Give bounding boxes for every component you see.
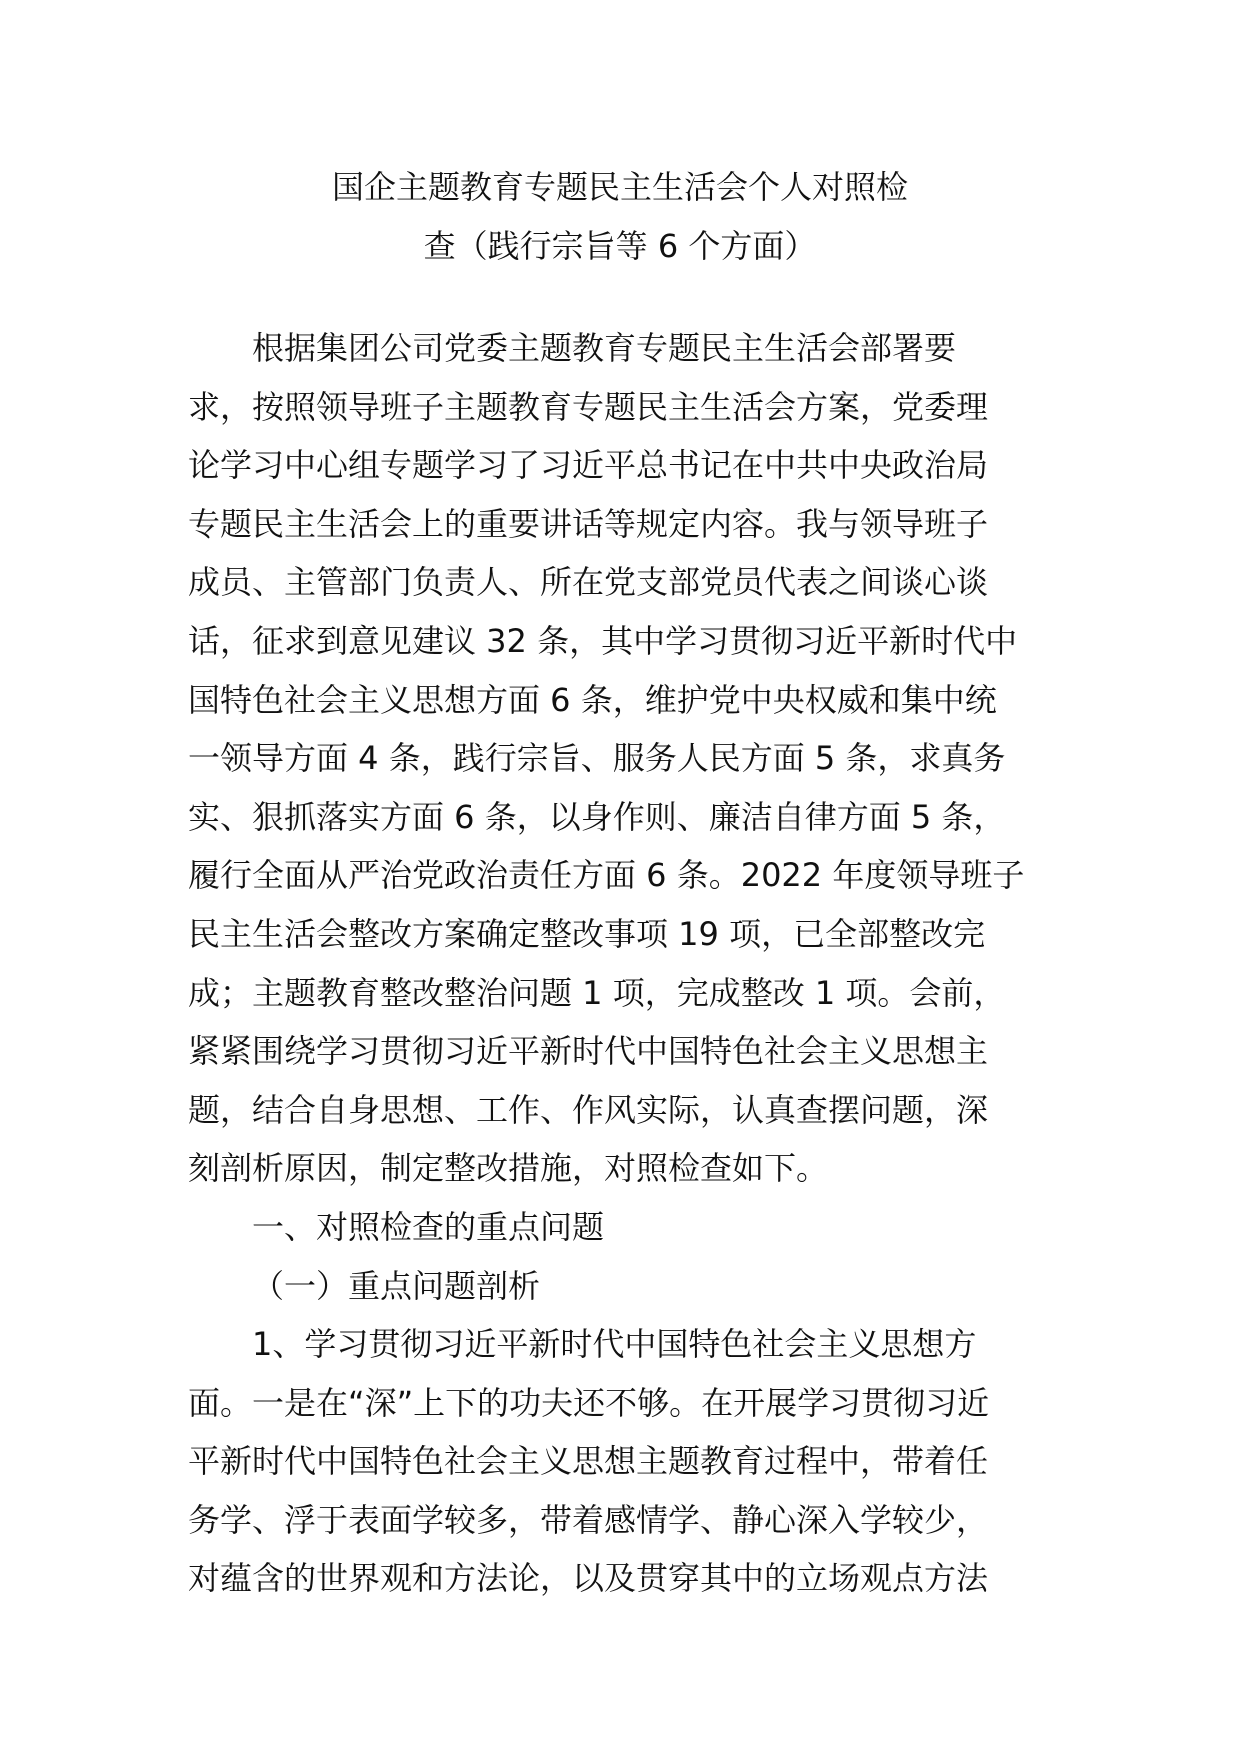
body-line: 对蕴含的世界观和方法论，以及贯穿其中的立场观点方法 bbox=[188, 1559, 989, 1598]
document-title bbox=[150, 158, 1090, 275]
body-line: 务学、浮于表面学较多，带着感情学、静心深入学较少， bbox=[188, 1500, 989, 1539]
section-heading: 一、对照检查的重点问题 bbox=[252, 1207, 605, 1246]
body-line: 专题民主生活会上的重要讲话等规定内容。我与领导班子 bbox=[188, 504, 989, 543]
body-line: 论学习中心组专题学习了习近平总书记在中共中央政治局 bbox=[188, 446, 989, 485]
body-line: 国特色社会主义思想方面 6 条，维护党中央权威和集中统 bbox=[188, 680, 997, 719]
title-line-2: 查（践行宗旨等 6 个方面） bbox=[423, 226, 817, 265]
body-line: 成员、主管部门负责人、所在党支部党员代表之间谈心谈 bbox=[188, 563, 989, 602]
body-line: 刻剖析原因，制定整改措施，对照检查如下。 bbox=[188, 1149, 829, 1188]
body-line: 话，征求到意见建议 32 条，其中学习贯彻习近平新时代中 bbox=[188, 621, 1018, 660]
body-line: 民主生活会整改方案确定整改事项 19 项，已全部整改完 bbox=[188, 914, 986, 953]
body-line: 紧紧围绕学习贯彻习近平新时代中国特色社会主义思想主 bbox=[188, 1032, 989, 1071]
body-line: 题，结合自身思想、工作、作风实际，认真查摆问题，深 bbox=[188, 1090, 989, 1129]
body-line: 平新时代中国特色社会主义思想主题教育过程中，带着任 bbox=[188, 1442, 989, 1481]
body-line: 面。一是在“深”上下的功夫还不够。在开展学习贯彻习近 bbox=[188, 1383, 990, 1422]
body-line: 成；主题教育整改整治问题 1 项，完成整改 1 项。会前， bbox=[188, 973, 1006, 1012]
body-line: 根据集团公司党委主题教育专题民主生活会部署要 bbox=[252, 329, 957, 367]
body-line: 履行全面从严治党政治责任方面 6 条。2022 年度领导班子 bbox=[188, 856, 1025, 895]
body-line: 求，按照领导班子主题教育专题民主生活会方案，党委理 bbox=[188, 387, 989, 426]
subsection-heading: （一）重点问题剖析 bbox=[252, 1266, 541, 1305]
body-line: 一领导方面 4 条，践行宗旨、服务人民方面 5 条，求真务 bbox=[188, 739, 1006, 778]
document-body bbox=[188, 319, 1058, 1608]
body-line: 实、狠抓落实方面 6 条，以身作则、廉洁自律方面 5 条， bbox=[188, 797, 1006, 836]
title-line-1: 国企主题教育专题民主生活会个人对照检 bbox=[331, 168, 908, 206]
body-line: 1、学习贯彻习近平新时代中国特色社会主义思想方 bbox=[252, 1325, 977, 1364]
